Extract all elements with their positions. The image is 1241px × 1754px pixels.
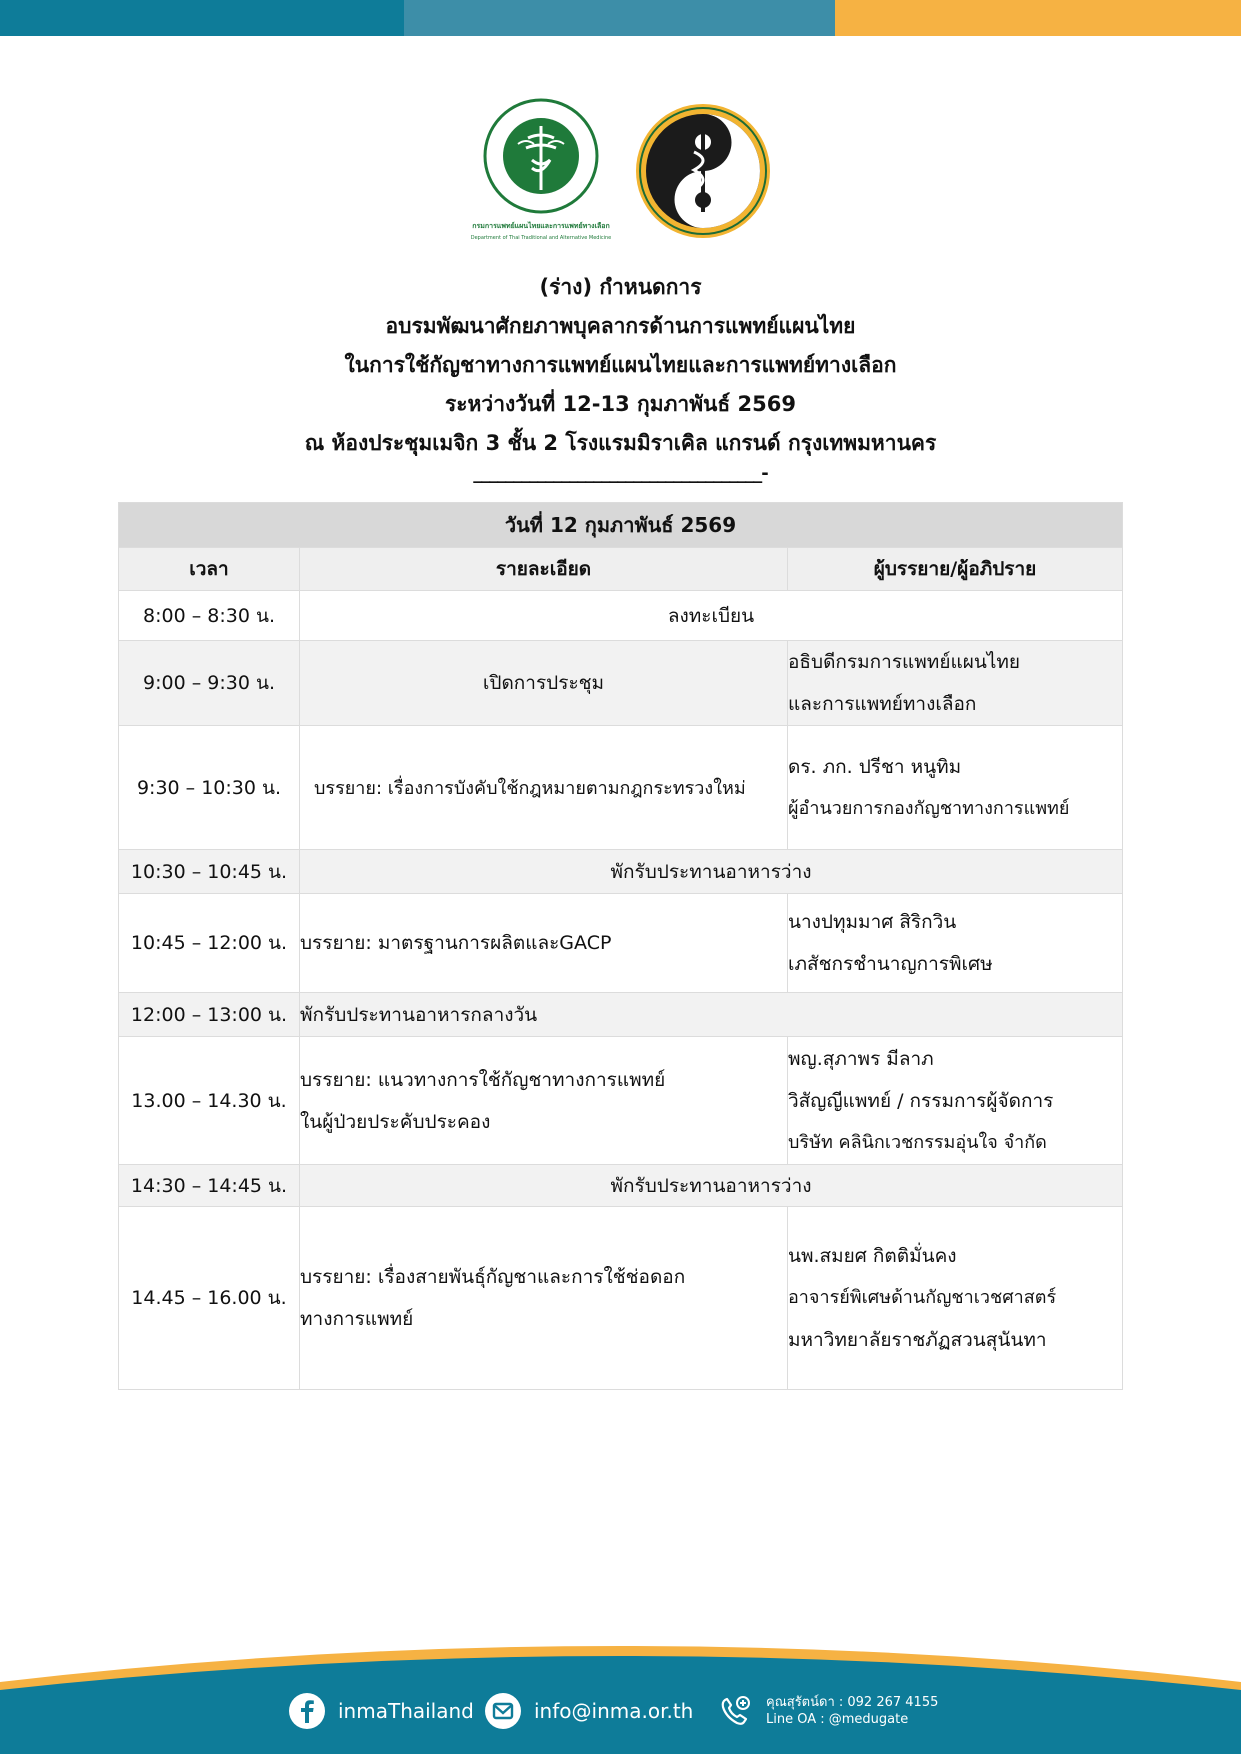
- event-venue: ณ ห้องประชุมเมจิก 3 ชั้น 2 โรงแรมมิราเคิล แกรนด์ กรุงเทพมหานคร: [304, 431, 937, 455]
- agenda-title-block: [0, 268, 1241, 485]
- table-row: [119, 1207, 1123, 1390]
- top-bar-orange: [835, 0, 1241, 36]
- line-oa: Line OA : @medugate: [766, 1712, 909, 1727]
- table-row: [119, 993, 1123, 1037]
- speaker-line: บริษัท คลินิกเวชกรรมอุ่นใจ จำกัด: [788, 1131, 1047, 1153]
- footer: [0, 1620, 1241, 1754]
- event-dates: ระหว่างวันที่ 12-13 กุมภาพันธ์ 2569: [445, 392, 796, 416]
- speaker-cell: [788, 1037, 1123, 1165]
- time-cell: 13.00 – 14.30 น.: [119, 1037, 300, 1165]
- table-row: [119, 591, 1123, 641]
- detail-cell: บรรยาย: เรื่องการบังคับใช้กฎหมายตามกฎกระทรวงใหม่: [300, 726, 788, 850]
- detail-line: ทางการแพทย์: [300, 1308, 414, 1330]
- detail-cell: บรรยาย: มาตรฐานการผลิตและGACP: [300, 894, 788, 993]
- table-row: [119, 641, 1123, 726]
- speaker-line: อธิบดีกรมการแพทย์แผนไทย: [788, 651, 1021, 673]
- draft-agenda-heading: (ร่าง) กำหนดการ: [539, 275, 702, 299]
- time-cell: 8:00 – 8:30 น.: [119, 591, 300, 641]
- ministry-of-public-health-logo: [466, 98, 616, 248]
- table-row: [119, 894, 1123, 993]
- phone-icon: [716, 1692, 754, 1730]
- phone-details: [766, 1694, 938, 1728]
- speaker-line: นางปทุมมาศ สิริกวิน: [788, 911, 957, 933]
- speaker-line: วิสัญญีแพทย์ / กรรมการผู้จัดการ: [788, 1089, 1054, 1112]
- detail-cell: [300, 1207, 788, 1390]
- speaker-cell: [788, 894, 1123, 993]
- speaker-line: และการแพทย์ทางเลือก: [788, 693, 977, 715]
- speaker-cell: [788, 726, 1123, 850]
- speaker-cell: [788, 1207, 1123, 1390]
- speaker-line: ดร. ภก. ปรีชา หนูทิม: [788, 755, 962, 778]
- table-row: [119, 1165, 1123, 1207]
- title-divider: ____________________________________-: [473, 463, 768, 484]
- day-heading: วันที่ 12 กุมภาพันธ์ 2569: [119, 503, 1123, 548]
- detail-line: บรรยาย: แนวทางการใช้กัญชาทางการแพทย์: [300, 1068, 666, 1091]
- training-subtitle: ในการใช้กัญชาทางการแพทย์แผนไทยและการแพทย์ทางเลือก: [344, 353, 897, 377]
- speaker-line: มหาวิทยาลัยราชภัฏสวนสุนันทา: [788, 1329, 1047, 1351]
- detail-cell: พักรับประทานอาหารกลางวัน: [300, 993, 1123, 1037]
- top-color-bar: [0, 0, 1241, 36]
- footer-wave: [0, 1620, 1241, 1754]
- detail-cell: [300, 1037, 788, 1165]
- time-cell: 9:00 – 9:30 น.: [119, 641, 300, 726]
- speaker-cell: [788, 641, 1123, 726]
- speaker-line: ผู้อำนวยการกองกัญชาทางการแพทย์: [788, 797, 1070, 819]
- table-row: [119, 850, 1123, 894]
- logo-row: [0, 98, 1241, 248]
- phone-number: คุณสุรัตน์ดา : 092 267 4155: [766, 1695, 939, 1710]
- email-address: info@inma.or.th: [534, 1699, 694, 1723]
- speaker-line: นพ.สมยศ กิตติมั่นคง: [788, 1245, 957, 1267]
- table-row: [119, 726, 1123, 850]
- phone-contact[interactable]: [716, 1690, 938, 1732]
- table-row: [119, 1037, 1123, 1165]
- top-bar-blue: [404, 0, 835, 36]
- detail-cell: ลงทะเบียน: [300, 591, 1123, 641]
- time-cell: 14.45 – 16.00 น.: [119, 1207, 300, 1390]
- detail-cell: พักรับประทานอาหารว่าง: [300, 850, 1123, 894]
- facebook-contact[interactable]: [288, 1690, 474, 1732]
- svg-text:กรมการแพทย์แผนไทยและการแพทย์ทา: กรมการแพทย์แผนไทยและการแพทย์ทางเลือก: [472, 222, 610, 230]
- time-cell: 14:30 – 14:45 น.: [119, 1165, 300, 1207]
- training-title: อบรมพัฒนาศักยภาพบุคลากรด้านการแพทย์แผนไทย: [385, 314, 856, 338]
- speaker-line: เภสัชกรชำนาญการพิเศษ: [788, 953, 993, 975]
- detail-cell: พักรับประทานอาหารว่าง: [300, 1165, 1123, 1207]
- time-cell: 10:45 – 12:00 น.: [119, 894, 300, 993]
- agenda-table: [118, 502, 1123, 1390]
- email-contact[interactable]: [484, 1690, 693, 1732]
- facebook-handle: inmaThailand: [338, 1699, 474, 1723]
- innovative-integrative-medical-association-logo: [634, 102, 772, 240]
- top-bar-teal: [0, 0, 404, 36]
- column-header-detail: รายละเอียด: [300, 548, 788, 591]
- time-cell: 9:30 – 10:30 น.: [119, 726, 300, 850]
- svg-text:Department of Thai Traditional: Department of Thai Traditional and Alternative Medicine: [470, 235, 612, 241]
- time-cell: 12:00 – 13:00 น.: [119, 993, 300, 1037]
- column-header-time: เวลา: [119, 548, 300, 591]
- detail-line: บรรยาย: เรื่องสายพันธุ์กัญชาและการใช้ช่อดอก: [300, 1266, 686, 1288]
- detail-line: ในผู้ป่วยประคับประคอง: [300, 1110, 491, 1133]
- speaker-line: พญ.สุภาพร มีลาภ: [788, 1047, 934, 1070]
- speaker-line: อาจารย์พิเศษด้านกัญชาเวชศาสตร์: [788, 1287, 1057, 1308]
- column-header-speaker: ผู้บรรยาย/ผู้อภิปราย: [788, 548, 1123, 591]
- facebook-icon: [288, 1692, 326, 1730]
- time-cell: 10:30 – 10:45 น.: [119, 850, 300, 894]
- mail-icon: [484, 1692, 522, 1730]
- detail-cell: เปิดการประชุม: [300, 641, 788, 726]
